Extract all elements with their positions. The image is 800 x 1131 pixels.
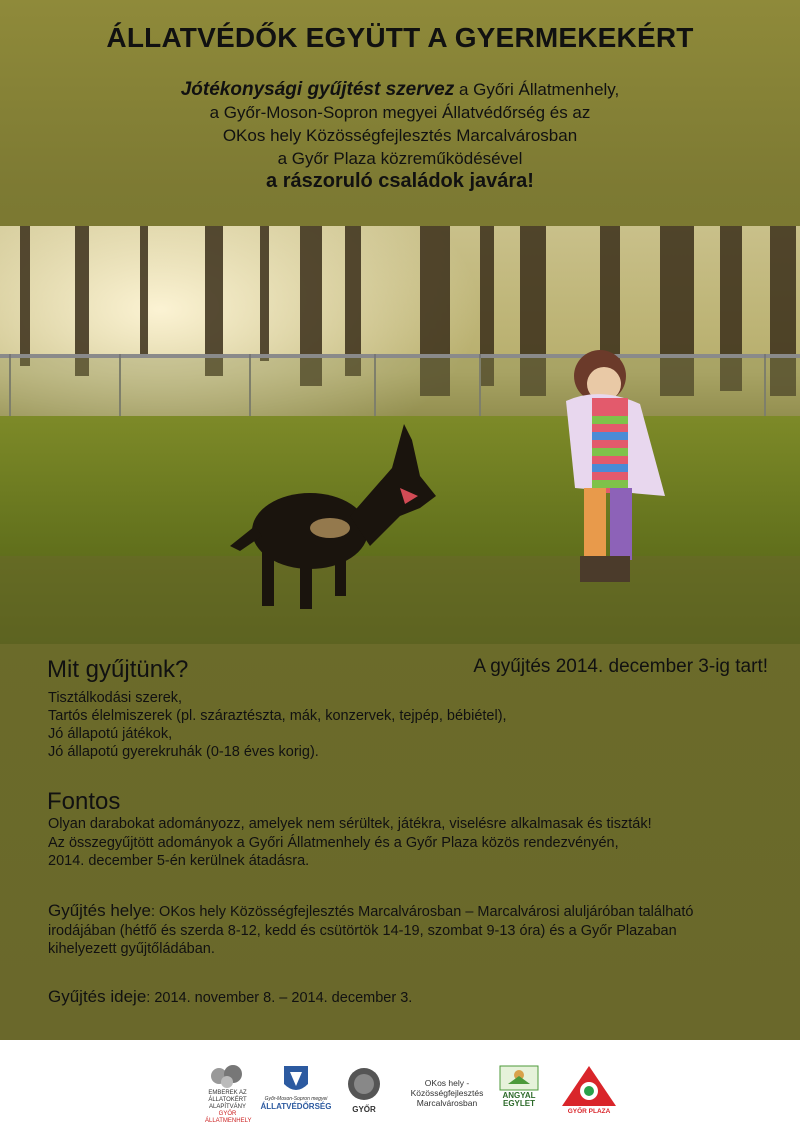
place-label: Gyűjtés helye	[48, 901, 151, 920]
shield-icon	[258, 1064, 334, 1096]
gyor-plaza-logo: GYŐR PLAZA	[560, 1064, 618, 1115]
important-heading: Fontos	[47, 788, 121, 815]
sponsor-footer	[0, 1040, 800, 1131]
allatvedorseg-logo: Győr-Moson-Sopron megyei ÁLLATVÉDŐRSÉG	[258, 1064, 334, 1110]
animal-heads-icon	[205, 1060, 250, 1090]
important-text: Olyan darabokat adományozz, amelyek nem sérültek, játékra, viselésre alkalmasak és tiszták! Az összegyűjtött adományok a Győri Állatmenhely és a Győr Plaza közös rendezvényén, 2014. december 5-én kerülnek átadásra.	[48, 816, 652, 869]
time-text: Gyűjtés ideje: 2014. november 8. – 2014. december 3.	[48, 987, 413, 1006]
intro-line-5: a rászoruló családok javára!	[266, 170, 534, 192]
intro-line-3: OKos hely Közösségfejlesztés Marcalvárosban	[222, 126, 578, 145]
emberek-logo: EMBEREK AZ ÁLLATOKÉRT ALAPÍTVÁNY GYŐR ÁLLATMENHELY	[205, 1060, 250, 1125]
intro-line-1: Jótékonysági gyűjtést szervez a Győri Állatmenhely,	[180, 79, 620, 100]
city-crest-icon	[342, 1066, 386, 1106]
intro-line-2: a Győr-Moson-Sopron megyei Állatvédőrség és az	[209, 103, 591, 122]
intro-block	[0, 78, 800, 193]
place-text: Gyűjtés helye: OKos hely Közösségfejlesztés Marcalvárosban – Marcalvárosi aluljáróban található irodájában (hétfő és szerda 8-12, kedd és csütörtök 14-19, szombat 9-13 óra) és a Győr Plazaban kihelyezett gyűjtőládában.	[48, 901, 694, 957]
collect-list	[48, 689, 507, 761]
deadline-text: A gyűjtés 2014. december 3-ig tart!	[473, 656, 768, 677]
collect-heading: Mit gyűjtünk?	[47, 656, 189, 683]
hero-photo	[0, 226, 800, 644]
page-title: ÁLLATVÉDŐK EGYÜTT A GYERMEKEKÉRT	[106, 22, 694, 53]
list-item: Tartós élelmiszerek (pl. száraztészta, mák, konzervek, tejpép, bébiétel),	[48, 708, 507, 724]
time-label: Gyűjtés ideje	[48, 987, 147, 1006]
list-item: Jó állapotú játékok,	[48, 726, 173, 742]
angel-icon	[498, 1064, 540, 1092]
intro-line-4: a Győr Plaza közreműködésével	[277, 149, 523, 168]
okos-hely-logo: OKos hely - Közösségfejlesztés Marcalvárosban	[410, 1078, 484, 1108]
angyal-egylet-logo: ANGYAL EGYLET	[498, 1064, 540, 1108]
list-item: Jó állapotú gyerekruhák (0-18 éves korig).	[48, 744, 319, 760]
intro-bold: Jótékonysági gyűjtést szervez	[180, 79, 455, 100]
triangle-logo-icon	[560, 1064, 618, 1108]
gyor-logo: GYŐR	[342, 1066, 386, 1113]
list-item: Tisztálkodási szerek,	[48, 690, 183, 706]
